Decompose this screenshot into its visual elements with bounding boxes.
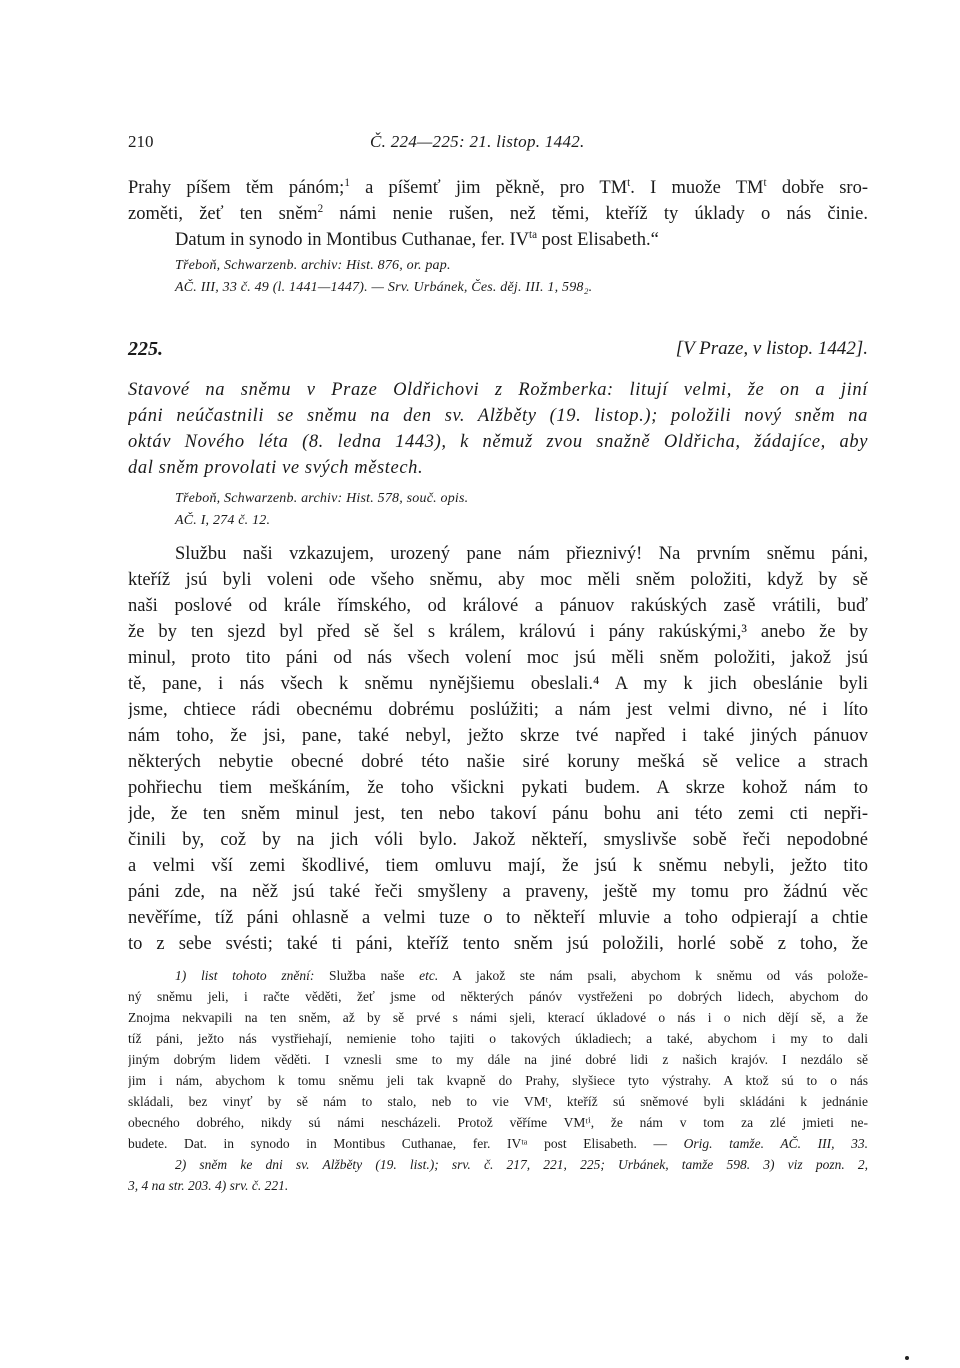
page-number: 210 xyxy=(128,132,154,151)
document-date: [V Praze, v listop. 1442]. xyxy=(675,338,868,359)
footnote-2-line: 2) sněm ke dni sv. Alžběty (19. list.); srv. č. 217, 221, 225; Urbánek, tamže 598. 3) viz pozn. 2, xyxy=(175,1157,868,1172)
regest-line-2: páni neúčastnili se sněmu na den sv. Alžběty (19. listop.); položili nový sněm na xyxy=(128,406,868,426)
footnote-1-line: budete. Dat. in synodo in Montibus Cuthanae, fer. IVᵗᵃ post Elisabeth. — Orig. tamže. AČ. III, 33. xyxy=(128,1136,868,1151)
footnote-1-line: obecného dobrého, nikdy sú námi nescházeli. Protož věříme VMᵗⁱ, že nám v tom za zlé jmieti ne- xyxy=(128,1115,868,1130)
body-line: činili by, což by na jich vóli bylo. Jakož někteří, smyslivše sobě řeči nepodobné xyxy=(128,830,868,850)
body-line: že by ten sjezd byl před sě šel s králem, královú i pány rakúskými,³ anebo že by xyxy=(128,622,868,642)
body-line: tě, pane, i nás všech k sněmu nynějšiemu obeslali.⁴ A my k jich obeslánie byli xyxy=(128,674,868,694)
body-line: minul, proto tito páni od nás všech volení moc jsú měli sněm položiti, jakož jsú xyxy=(128,648,868,668)
continuation-line-2: zoměti, žeť ten sněm$^2$ námi nenie rušen, než těmi, kteříž ty úklady o nás činie. xyxy=(128,202,868,224)
body-line: jsme, chtiece rádi obecnému dobrému poslúžiti; a nám jest velmi divno, né i líto xyxy=(128,700,868,720)
footnote-1-line: Znojma nekvapili na ten sněm, až by sě prvé s námi sjeli, kterací úkladové o nás i o nich dějí sě, a že xyxy=(128,1010,868,1025)
page-header xyxy=(128,132,868,154)
body-line: nevěříme, tíž páni ohlasně a velmi tuze o to někteří mluvie a toho odpierají a chtie xyxy=(128,908,868,928)
body-line: a velmi vší zemi škodlivé, tiem omluvu mají, že jsú k sněmu nebyli, ježto tito xyxy=(128,856,868,876)
continuation-line-3: Datum in synodo in Montibus Cuthanae, fer. $IV^{ta}$ post Elisabeth.“ xyxy=(175,228,659,250)
body-line: Službu naši vzkazujem, urozený pane nám přieznivý! Na prvním sněmu páni, xyxy=(175,544,868,564)
footnote-1-line: skládali, bez vinyť by sě nám to stalo, neb to vie VMᵗ, kteříž sú sněmové byli skládáni k jednánie xyxy=(128,1094,868,1109)
document-number: 225. xyxy=(128,338,163,360)
regest-line-4: dal sněm provolati ve svých městech. xyxy=(128,458,424,478)
body-line: některých nebytie obecné dobré této našie siré koruny mešká sě velice a strach xyxy=(128,752,868,772)
regest-line-3: oktáv Nového léta (8. ledna 1443), k němuž zvou snažně Oldřicha, žádajíce, aby xyxy=(128,432,868,452)
footnote-1-line: jim i nám, abychom k tomu sněmu jeli tak kvapně do Prahy, slyšiece tyto výstrahy. A ktož sú to o nás xyxy=(128,1073,868,1088)
body-line: naši poslové od krále římského, od králové a pánuov rakúských zasě vrátili, buď xyxy=(128,596,868,616)
source-reference-224-line-2: AČ. III, 33 č. 49 (l. 1441—1447). — Srv. Urbánek, Čes. děj. III. 1, 598₂. xyxy=(175,280,593,295)
footnote-1-line: jiným dobrým lidem věděti. I vznesli sme to my dále na jiné dobré lidi z našich krajóv. I nezdálo sě xyxy=(128,1052,868,1067)
body-line: páni zde, na něž jsú také řeči smyšleny a praveny, ještě my tomu pro žádnú věc xyxy=(128,882,868,902)
source-reference-225-line-1: Třeboň, Schwarzenb. archiv: Hist. 578, souč. opis. xyxy=(175,491,469,506)
body-line: pohřiechu tiem meškáním, že toho všickni pykati budem. A skrze kohož nám to xyxy=(128,778,868,798)
body-line: jde, že ten sněm minul jest, ten nebo takoví pánu bohu ani této zemi cti nepři- xyxy=(128,804,868,824)
body-line: kteříž jsú byli voleni ode všeho sněmu, aby moc měli sněm položiti, když by sě xyxy=(128,570,868,590)
footnote-2-line: 3, 4 na str. 203. 4) srv. č. 221. xyxy=(128,1178,289,1193)
footnote-1-line: tíž páni, ježto nás vystřiehají, nemienie toho tajiti o takových úkladiech; a také, abychom i my to dali xyxy=(128,1031,868,1046)
regest-line-1: Stavové na sněmu v Praze Oldřichovi z Rožmberka: litují velmi, že on a jiní xyxy=(128,380,868,400)
body-line: nám toho, že jsi, pane, také nebyl, ježto skrze tvé napřed i také jiných pánuov xyxy=(128,726,868,746)
footnote-1-line: 1) list tohoto znění: Služba naše etc. A jakož ste nám psali, abychom k sněmu od vás polože- xyxy=(175,968,868,983)
footnote-1-line: ný sněmu jeli, i račte věděti, žeť jsme od některých pánóv vystřeženi po dobrých lidech, abychom do xyxy=(128,989,868,1004)
source-reference-225-line-2: AČ. I, 274 č. 12. xyxy=(175,513,271,528)
source-reference-224-line-1: Třeboň, Schwarzenb. archiv: Hist. 876, or. pap. xyxy=(175,258,451,273)
body-line: to z sebe svésti; také ti páni, kteříž tento sněm jsú položili, horlé sobě z toho, že xyxy=(128,934,868,954)
ink-dot xyxy=(905,1356,909,1360)
running-head: Č. 224—225: 21. listop. 1442. xyxy=(370,132,585,151)
continuation-line-1: Prahy píšem těm pánóm;$^1$ a píšemť jim pěkně, pro $TM^t$. I muože $TM^t$ dobře sro- xyxy=(128,176,868,198)
